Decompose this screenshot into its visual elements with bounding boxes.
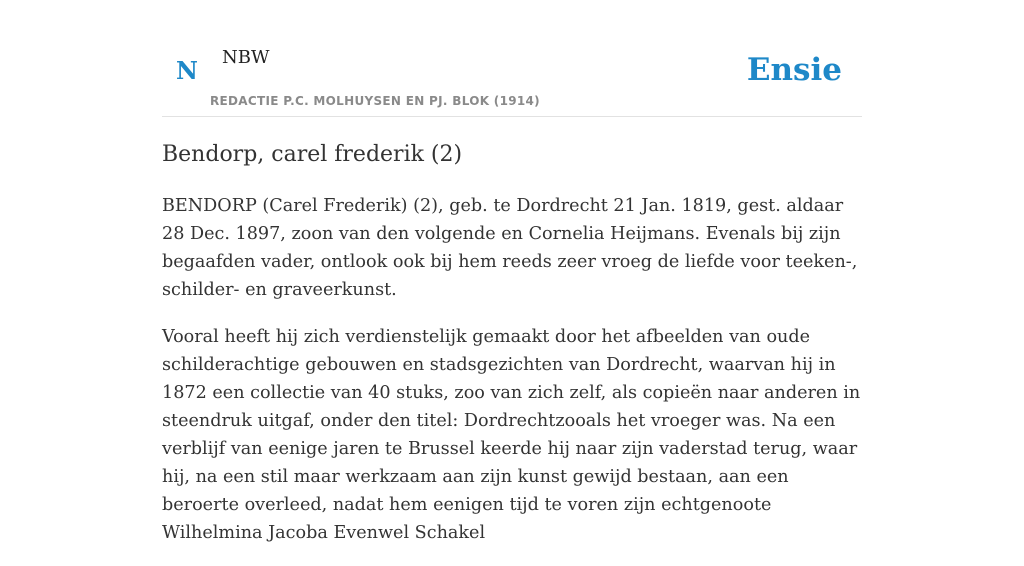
- article-body: [162, 192, 866, 566]
- article-title: Bendorp, carel frederik (2): [162, 142, 463, 167]
- book-logo[interactable]: N: [176, 56, 198, 85]
- book-title[interactable]: NBW: [222, 47, 270, 68]
- article-paragraph: Vooral heeft hij zich verdienstelijk gemaakt door het afbeelden van oude schilderachtige gebouwen en stadsgezichten van Dordrecht, waarvan hij in 1872 een collectie van 40 stuks, zoo van zich zelf, als copieën naar anderen in steendruk uitgaf, onder den titel: Dordrechtzooals het vroeger was. Na een verblijf van eenige jaren te Brussel keerde hij naar zijn vaderstad terug, waar hij, na een stil maar werkzaam aan zijn kunst gewijd bestaan, aan een beroerte overleed, nadat hem eenigen tijd te voren zijn echtgenoote Wilhelmina Jacoba Evenwel Schakel: [162, 327, 861, 543]
- book-subtitle: REDACTIE P.C. MOLHUYSEN EN PJ. BLOK (1914): [210, 94, 540, 108]
- site-header: [162, 0, 862, 117]
- article-paragraph: BENDORP (Carel Frederik) (2), geb. te Dordrecht 21 Jan. 1819, gest. aldaar 28 Dec. 1897, zoon van den volgende en Cornelia Heijmans. Evenals bij zijn begaafden vader, ontlook ook bij hem reeds zeer vroeg de liefde voor teeken-, schilder- en graveerkunst.: [162, 196, 858, 300]
- brand-logo[interactable]: Ensie: [746, 52, 842, 88]
